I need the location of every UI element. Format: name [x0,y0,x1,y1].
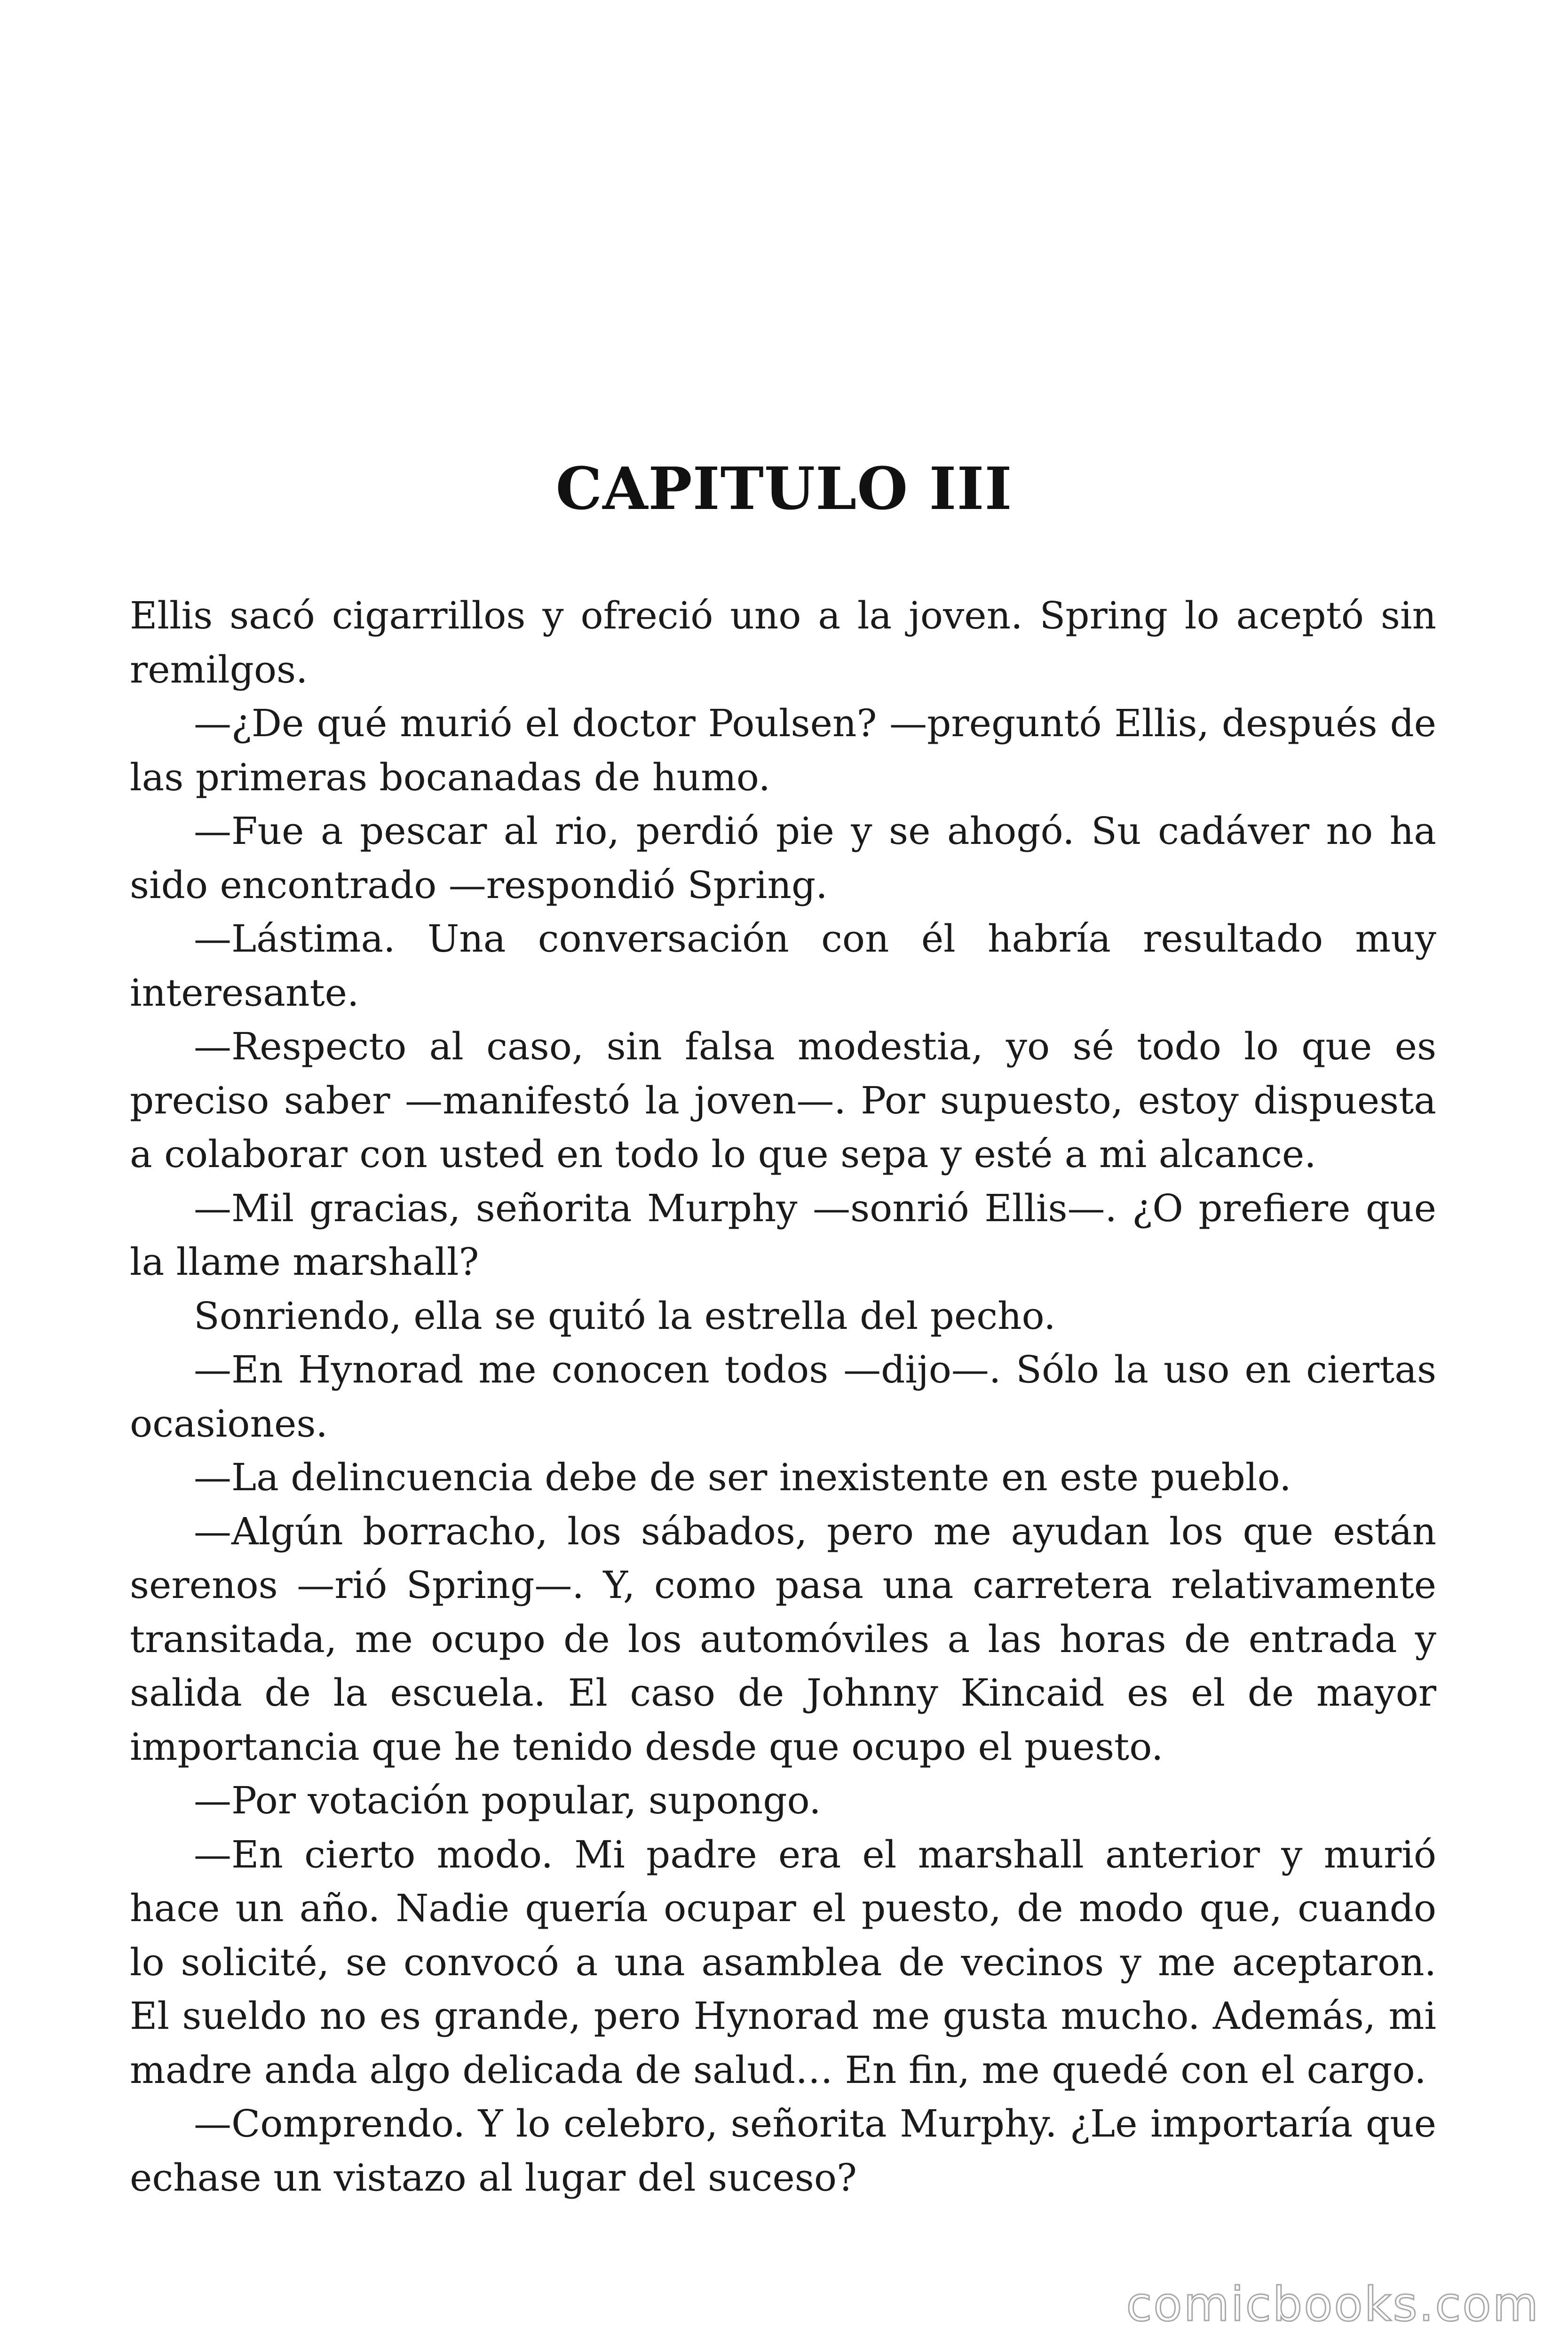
paragraph: —Fue a pescar al rio, perdió pie y se ahogó. Su cadáver no ha sido encontrado —respondió Spring. [130,809,1436,907]
paragraph: —Comprendo. Y lo celebro, señorita Murphy. ¿Le importaría que echase un vistazo al lugar del suceso? [130,2102,1436,2200]
paragraph: —En Hynorad me conocen todos —dijo—. Sólo la uso en ciertas ocasiones. [130,1348,1436,1446]
paragraph: —La delincuencia debe de ser inexistente en este pueblo. [194,1455,1291,1499]
chapter-body [130,589,1436,2205]
paragraph: —¿De qué murió el doctor Poulsen? —preguntó Ellis, después de las primeras bocanadas de humo. [130,701,1436,799]
paragraph: —Por votación popular, supongo. [194,1779,821,1822]
watermark: comicbooks.com [1126,2277,1540,2332]
paragraph: —En cierto modo. Mi padre era el marshall anterior y murió hace un año. Nadie quería ocupar el puesto, de modo que, cuando lo solicité, se convocó a una asamblea de vecinos y me aceptaron. El sueldo no es grande, pero Hynorad me gusta mucho. Además, mi madre anda algo delicada de salud… En fin, me quedé con el cargo. [130,1832,1436,2092]
paragraph: Sonriendo, ella se quitó la estrella del pecho. [194,1294,1056,1338]
paragraph: —Mil gracias, señorita Murphy —sonrió Ellis—. ¿O prefiere que la llame marshall? [130,1186,1436,1284]
paragraph: Ellis sacó cigarrillos y ofreció uno a la joven. Spring lo aceptó sin remilgos. [130,594,1436,691]
paragraph: —Lástima. Una conversación con él habría resultado muy interesante. [130,917,1436,1015]
paragraph: —Respecto al caso, sin falsa modestia, yo sé todo lo que es preciso saber —manifestó la joven—. Por supuesto, estoy dispuesta a colaborar con usted en todo lo que sepa y esté a mi alcance. [130,1025,1436,1176]
paragraph: —Algún borracho, los sábados, pero me ayudan los que están serenos —rió Spring—. Y, como pasa una carretera relativamente transitada, me ocupo de los automóviles a las horas de entrada y salida de la escuela. El caso de Johnny Kincaid es el de mayor importancia que he tenido desde que ocupo el puesto. [130,1509,1436,1769]
chapter-title: CAPITULO III [555,455,1013,523]
